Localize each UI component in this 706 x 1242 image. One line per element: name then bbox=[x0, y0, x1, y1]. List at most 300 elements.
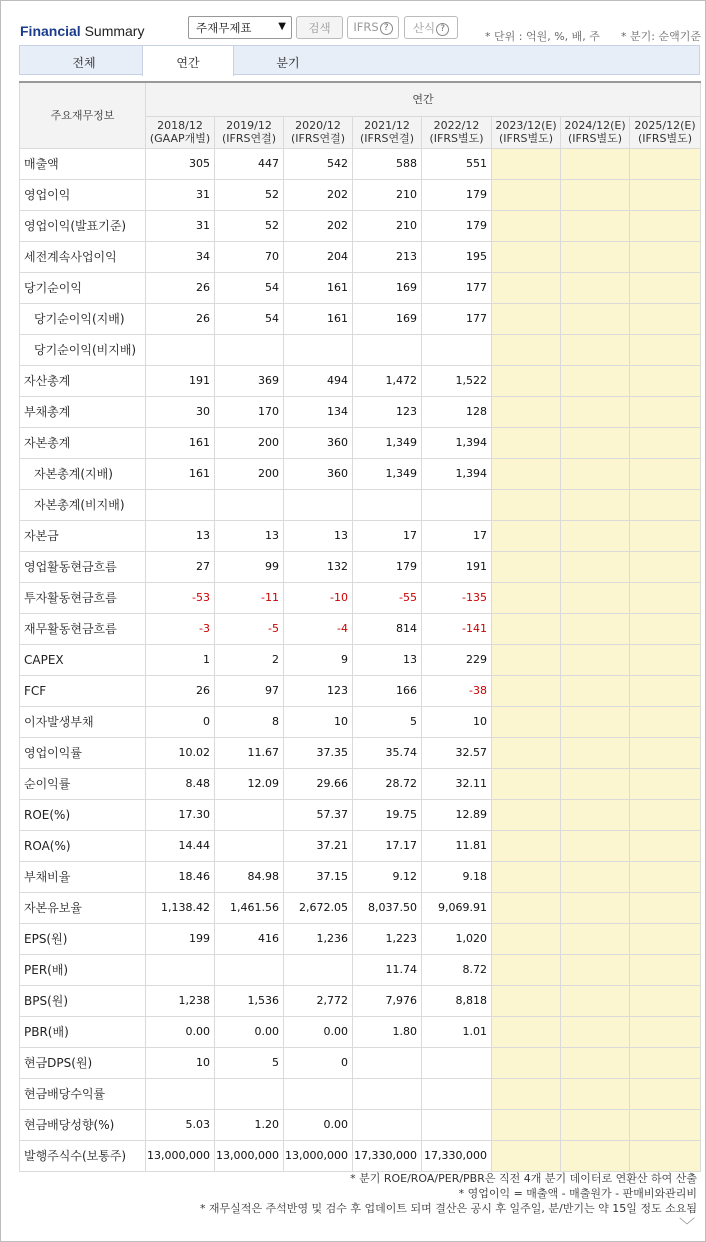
table-row bbox=[20, 303, 701, 334]
table-cell: 17,330,000 bbox=[422, 1140, 492, 1171]
table-cell: 32.57 bbox=[422, 737, 492, 768]
table-cell: -38 bbox=[422, 675, 492, 706]
table-cell: 70 bbox=[215, 241, 284, 272]
table-cell: 9.12 bbox=[353, 861, 422, 892]
estimate-cell bbox=[492, 1140, 561, 1171]
table-cell: 1,349 bbox=[353, 427, 422, 458]
table-cell: 1.20 bbox=[215, 1109, 284, 1140]
tab-quarterly[interactable]: 분기 bbox=[276, 56, 300, 70]
row-label: 자본총계 bbox=[20, 427, 146, 458]
table-cell: 13 bbox=[215, 520, 284, 551]
period-label: 2022/12 bbox=[433, 119, 480, 132]
table-cell: 0 bbox=[284, 1047, 353, 1078]
table-row bbox=[20, 768, 701, 799]
estimate-cell bbox=[561, 923, 630, 954]
table-cell: 8 bbox=[215, 706, 284, 737]
table-cell: 10.02 bbox=[146, 737, 215, 768]
table-cell: 169 bbox=[353, 272, 422, 303]
row-label: 투자활동현금흐름 bbox=[20, 582, 146, 613]
table-row bbox=[20, 489, 701, 520]
table-cell: 123 bbox=[284, 675, 353, 706]
estimate-cell bbox=[630, 706, 701, 737]
table-cell: 161 bbox=[284, 272, 353, 303]
estimate-cell bbox=[630, 737, 701, 768]
table-row bbox=[20, 985, 701, 1016]
estimate-cell bbox=[492, 830, 561, 861]
table-cell: 134 bbox=[284, 396, 353, 427]
row-label: ROE(%) bbox=[20, 799, 146, 830]
table-cell: 17 bbox=[353, 520, 422, 551]
table-cell: 27 bbox=[146, 551, 215, 582]
estimate-cell bbox=[630, 954, 701, 985]
table-cell: 169 bbox=[353, 303, 422, 334]
table-cell: -141 bbox=[422, 613, 492, 644]
estimate-cell bbox=[561, 892, 630, 923]
table-cell: 202 bbox=[284, 210, 353, 241]
table-row bbox=[20, 799, 701, 830]
table-cell: 13 bbox=[284, 520, 353, 551]
period-column-header bbox=[284, 116, 353, 148]
table-row bbox=[20, 427, 701, 458]
estimate-cell bbox=[561, 985, 630, 1016]
row-label: 영업이익(발표기준) bbox=[20, 210, 146, 241]
tab-all[interactable]: 전체 bbox=[72, 56, 96, 70]
row-label: 부채비율 bbox=[20, 861, 146, 892]
basis-label: (IFRS연결) bbox=[290, 132, 346, 145]
estimate-cell bbox=[630, 675, 701, 706]
estimate-cell bbox=[630, 613, 701, 644]
basis-label: (IFRS연결) bbox=[359, 132, 415, 145]
table-row bbox=[20, 396, 701, 427]
estimate-cell bbox=[630, 520, 701, 551]
table-cell: 305 bbox=[146, 148, 215, 179]
table-cell: -55 bbox=[353, 582, 422, 613]
table-cell: 1,236 bbox=[284, 923, 353, 954]
estimate-cell bbox=[630, 1016, 701, 1047]
period-label: 2018/12 bbox=[157, 119, 203, 132]
table-row bbox=[20, 675, 701, 706]
table-cell: -135 bbox=[422, 582, 492, 613]
table-cell: 54 bbox=[215, 272, 284, 303]
table-cell bbox=[422, 1078, 492, 1109]
estimate-cell bbox=[630, 892, 701, 923]
table-cell: 11.74 bbox=[353, 954, 422, 985]
row-label: PER(배) bbox=[20, 954, 146, 985]
table-cell: 179 bbox=[422, 179, 492, 210]
estimate-cell bbox=[630, 210, 701, 241]
row-label: 자본총계(지배) bbox=[20, 458, 146, 489]
chevron-down-icon[interactable]: ﹀ bbox=[679, 1216, 696, 1235]
period-label: 2025/12(E) bbox=[634, 119, 696, 132]
help-icon: ? bbox=[436, 23, 449, 36]
table-row bbox=[20, 861, 701, 892]
estimate-cell bbox=[630, 1109, 701, 1140]
table-cell: 1.01 bbox=[422, 1016, 492, 1047]
table-cell: 14.44 bbox=[146, 830, 215, 861]
table-row bbox=[20, 1016, 701, 1047]
table-row bbox=[20, 923, 701, 954]
estimate-cell bbox=[561, 954, 630, 985]
corner-header: 주요재무정보 bbox=[20, 82, 146, 148]
estimate-cell bbox=[492, 768, 561, 799]
estimate-cell bbox=[561, 551, 630, 582]
table-cell: 97 bbox=[215, 675, 284, 706]
table-row bbox=[20, 458, 701, 489]
estimate-cell bbox=[492, 892, 561, 923]
estimate-cell bbox=[561, 830, 630, 861]
table-cell: 1,223 bbox=[353, 923, 422, 954]
estimate-cell bbox=[561, 272, 630, 303]
table-cell: 18.46 bbox=[146, 861, 215, 892]
row-label: 발행주식수(보통주) bbox=[20, 1140, 146, 1171]
estimate-cell bbox=[492, 148, 561, 179]
row-label: 매출액 bbox=[20, 148, 146, 179]
table-cell bbox=[146, 954, 215, 985]
table-cell: 200 bbox=[215, 427, 284, 458]
estimate-cell bbox=[492, 179, 561, 210]
table-cell: 161 bbox=[284, 303, 353, 334]
period-label: 2020/12 bbox=[295, 119, 341, 132]
table-cell: 37.35 bbox=[284, 737, 353, 768]
estimate-cell bbox=[630, 799, 701, 830]
table-cell: 210 bbox=[353, 210, 422, 241]
period-tabs bbox=[19, 45, 700, 75]
title-brand: Financial bbox=[20, 23, 81, 39]
row-label: 현금배당성향(%) bbox=[20, 1109, 146, 1140]
estimate-cell bbox=[561, 489, 630, 520]
table-cell bbox=[353, 1078, 422, 1109]
table-cell: 229 bbox=[422, 644, 492, 675]
table-cell: 10 bbox=[422, 706, 492, 737]
table-row bbox=[20, 613, 701, 644]
table-cell bbox=[215, 489, 284, 520]
table-cell: 123 bbox=[353, 396, 422, 427]
table-cell: 179 bbox=[353, 551, 422, 582]
table-cell: 542 bbox=[284, 148, 353, 179]
chevron-down-icon: ▼ bbox=[278, 21, 286, 32]
table-cell: 0 bbox=[146, 706, 215, 737]
row-label: 자산총계 bbox=[20, 365, 146, 396]
table-cell: 11.67 bbox=[215, 737, 284, 768]
table-row bbox=[20, 334, 701, 365]
tab-annual[interactable]: 연간 bbox=[142, 46, 234, 76]
table-cell: -3 bbox=[146, 613, 215, 644]
table-row bbox=[20, 520, 701, 551]
table-cell: 191 bbox=[146, 365, 215, 396]
table-cell: 1,461.56 bbox=[215, 892, 284, 923]
table-cell: 32.11 bbox=[422, 768, 492, 799]
search-button[interactable] bbox=[296, 16, 343, 39]
table-cell: 30 bbox=[146, 396, 215, 427]
estimate-cell bbox=[561, 396, 630, 427]
table-row bbox=[20, 210, 701, 241]
estimate-cell bbox=[630, 458, 701, 489]
table-row bbox=[20, 241, 701, 272]
estimate-cell bbox=[492, 799, 561, 830]
row-label: 부채총계 bbox=[20, 396, 146, 427]
table-cell: 13 bbox=[353, 644, 422, 675]
estimate-cell bbox=[630, 985, 701, 1016]
table-cell: 99 bbox=[215, 551, 284, 582]
estimate-cell bbox=[561, 210, 630, 241]
table-cell: 494 bbox=[284, 365, 353, 396]
table-cell: -4 bbox=[284, 613, 353, 644]
table-row bbox=[20, 179, 701, 210]
estimate-cell bbox=[492, 551, 561, 582]
estimate-cell bbox=[561, 1140, 630, 1171]
table-row bbox=[20, 1140, 701, 1171]
estimate-cell bbox=[561, 1016, 630, 1047]
table-cell: 5.03 bbox=[146, 1109, 215, 1140]
row-label: ROA(%) bbox=[20, 830, 146, 861]
estimate-cell bbox=[561, 1047, 630, 1078]
table-cell: 177 bbox=[422, 272, 492, 303]
table-cell bbox=[284, 334, 353, 365]
formula-help-button[interactable] bbox=[404, 16, 458, 39]
table-cell: 369 bbox=[215, 365, 284, 396]
estimate-cell bbox=[492, 489, 561, 520]
estimate-cell bbox=[492, 427, 561, 458]
table-cell: -53 bbox=[146, 582, 215, 613]
formula-button-label: 산식 bbox=[412, 21, 436, 35]
table-cell: 12.09 bbox=[215, 768, 284, 799]
row-label: EPS(원) bbox=[20, 923, 146, 954]
row-label: 영업이익률 bbox=[20, 737, 146, 768]
estimate-cell bbox=[561, 613, 630, 644]
table-cell: 52 bbox=[215, 179, 284, 210]
row-label: 순이익률 bbox=[20, 768, 146, 799]
table-cell bbox=[215, 334, 284, 365]
table-row bbox=[20, 1109, 701, 1140]
table-cell: 1,472 bbox=[353, 365, 422, 396]
row-label: 자본총계(비지배) bbox=[20, 489, 146, 520]
annual-group-header: 연간 bbox=[146, 82, 701, 116]
table-cell: 5 bbox=[215, 1047, 284, 1078]
table-cell: 26 bbox=[146, 303, 215, 334]
estimate-cell bbox=[492, 272, 561, 303]
estimate-cell bbox=[492, 706, 561, 737]
table-cell: 12.89 bbox=[422, 799, 492, 830]
footnote: * 분기 ROE/ROA/PER/PBR은 직전 4개 분기 데이터로 연환산 하여 산출 bbox=[350, 1172, 697, 1185]
basis-label: (IFRS별도) bbox=[498, 132, 554, 145]
table-cell: 7,976 bbox=[353, 985, 422, 1016]
table-cell: 31 bbox=[146, 210, 215, 241]
table-cell bbox=[215, 1078, 284, 1109]
table-cell: 447 bbox=[215, 148, 284, 179]
period-column-header bbox=[630, 116, 701, 148]
table-cell: 57.37 bbox=[284, 799, 353, 830]
estimate-cell bbox=[561, 799, 630, 830]
table-cell: 31 bbox=[146, 179, 215, 210]
table-cell: 54 bbox=[215, 303, 284, 334]
period-label: 2019/12 bbox=[226, 119, 272, 132]
row-label: 현금배당수익률 bbox=[20, 1078, 146, 1109]
estimate-cell bbox=[630, 923, 701, 954]
estimate-cell bbox=[561, 303, 630, 334]
estimate-cell bbox=[492, 458, 561, 489]
table-row bbox=[20, 706, 701, 737]
estimate-cell bbox=[561, 644, 630, 675]
estimate-cell bbox=[561, 148, 630, 179]
table-cell: 0.00 bbox=[146, 1016, 215, 1047]
estimate-cell bbox=[492, 613, 561, 644]
table-cell bbox=[146, 1078, 215, 1109]
table-cell bbox=[284, 1078, 353, 1109]
table-cell: 0.00 bbox=[284, 1109, 353, 1140]
estimate-cell bbox=[561, 582, 630, 613]
table-cell: 28.72 bbox=[353, 768, 422, 799]
period-column-header bbox=[492, 116, 561, 148]
table-cell: 814 bbox=[353, 613, 422, 644]
quarter-basis-note: * 분기: 순액기준 bbox=[621, 30, 701, 43]
table-cell: 8.48 bbox=[146, 768, 215, 799]
estimate-cell bbox=[630, 582, 701, 613]
estimate-cell bbox=[561, 241, 630, 272]
estimate-cell bbox=[492, 1109, 561, 1140]
table-row bbox=[20, 954, 701, 985]
table-row bbox=[20, 272, 701, 303]
table-cell: 17.30 bbox=[146, 799, 215, 830]
row-label: 당기순이익 bbox=[20, 272, 146, 303]
estimate-cell bbox=[492, 1016, 561, 1047]
estimate-cell bbox=[630, 427, 701, 458]
table-cell: 26 bbox=[146, 675, 215, 706]
basis-label: (IFRS연결) bbox=[221, 132, 277, 145]
estimate-cell bbox=[630, 830, 701, 861]
row-label: 재무활동현금흐름 bbox=[20, 613, 146, 644]
table-cell: 10 bbox=[284, 706, 353, 737]
table-cell: 17.17 bbox=[353, 830, 422, 861]
period-label: 2023/12(E) bbox=[495, 119, 557, 132]
table-cell bbox=[146, 334, 215, 365]
row-label: PBR(배) bbox=[20, 1016, 146, 1047]
table-cell bbox=[422, 334, 492, 365]
estimate-cell bbox=[561, 427, 630, 458]
table-cell: 1,349 bbox=[353, 458, 422, 489]
row-label: 당기순이익(지배) bbox=[20, 303, 146, 334]
row-label: 당기순이익(비지배) bbox=[20, 334, 146, 365]
estimate-cell bbox=[630, 396, 701, 427]
estimate-cell bbox=[492, 334, 561, 365]
table-cell bbox=[353, 1109, 422, 1140]
row-label: CAPEX bbox=[20, 644, 146, 675]
table-cell: 360 bbox=[284, 458, 353, 489]
table-cell: 5 bbox=[353, 706, 422, 737]
table-cell: 1 bbox=[146, 644, 215, 675]
row-label: 세전계속사업이익 bbox=[20, 241, 146, 272]
basis-label: (IFRS별도) bbox=[429, 132, 484, 145]
table-cell: 161 bbox=[146, 427, 215, 458]
basis-label: (IFRS별도) bbox=[637, 132, 693, 145]
table-cell: 199 bbox=[146, 923, 215, 954]
table-cell: 9.18 bbox=[422, 861, 492, 892]
table-cell: 17,330,000 bbox=[353, 1140, 422, 1171]
table-cell: 177 bbox=[422, 303, 492, 334]
table-cell: 0.00 bbox=[284, 1016, 353, 1047]
table-cell: 35.74 bbox=[353, 737, 422, 768]
title-rest: Summary bbox=[80, 23, 145, 39]
table-cell: 200 bbox=[215, 458, 284, 489]
row-label: FCF bbox=[20, 675, 146, 706]
table-cell: 1,138.42 bbox=[146, 892, 215, 923]
table-cell: 210 bbox=[353, 179, 422, 210]
estimate-cell bbox=[561, 179, 630, 210]
period-label: 2024/12(E) bbox=[564, 119, 626, 132]
table-cell: 551 bbox=[422, 148, 492, 179]
estimate-cell bbox=[492, 923, 561, 954]
table-cell: 213 bbox=[353, 241, 422, 272]
table-cell: 128 bbox=[422, 396, 492, 427]
estimate-cell bbox=[630, 365, 701, 396]
row-label: 이자발생부채 bbox=[20, 706, 146, 737]
table-cell bbox=[353, 1047, 422, 1078]
footnotes bbox=[137, 1171, 697, 1216]
period-column-header bbox=[146, 116, 215, 148]
estimate-cell bbox=[630, 334, 701, 365]
table-cell: 1.80 bbox=[353, 1016, 422, 1047]
estimate-cell bbox=[492, 985, 561, 1016]
estimate-cell bbox=[561, 861, 630, 892]
statement-type-select[interactable] bbox=[188, 16, 292, 39]
estimate-cell bbox=[630, 1047, 701, 1078]
estimate-cell bbox=[630, 1078, 701, 1109]
table-cell: 360 bbox=[284, 427, 353, 458]
header-bar bbox=[1, 1, 706, 45]
estimate-cell bbox=[492, 210, 561, 241]
basis-label: (IFRS별도) bbox=[567, 132, 623, 145]
table-cell: 191 bbox=[422, 551, 492, 582]
period-label: 2021/12 bbox=[364, 119, 410, 132]
table-cell: 204 bbox=[284, 241, 353, 272]
table-cell: 29.66 bbox=[284, 768, 353, 799]
table-cell bbox=[422, 1047, 492, 1078]
period-column-header bbox=[561, 116, 630, 148]
estimate-cell bbox=[561, 675, 630, 706]
row-label: 자본유보율 bbox=[20, 892, 146, 923]
estimate-cell bbox=[630, 272, 701, 303]
estimate-cell bbox=[630, 861, 701, 892]
row-label: BPS(원) bbox=[20, 985, 146, 1016]
table-row bbox=[20, 551, 701, 582]
table-cell bbox=[284, 954, 353, 985]
table-cell: 19.75 bbox=[353, 799, 422, 830]
estimate-cell bbox=[561, 520, 630, 551]
table-cell: 195 bbox=[422, 241, 492, 272]
table-cell: 1,522 bbox=[422, 365, 492, 396]
estimate-cell bbox=[561, 1078, 630, 1109]
footnote: * 재무실적은 주석반영 및 검수 후 업데이트 되며 결산은 공시 후 일주일, 분/반기는 약 15일 정도 소요됨 bbox=[199, 1202, 697, 1215]
estimate-cell bbox=[492, 644, 561, 675]
estimate-cell bbox=[561, 1109, 630, 1140]
table-cell: 1,394 bbox=[422, 427, 492, 458]
table-cell: 2,672.05 bbox=[284, 892, 353, 923]
estimate-cell bbox=[492, 365, 561, 396]
table-row bbox=[20, 1078, 701, 1109]
unit-note: * 단위 : 억원, %, 배, 주 bbox=[485, 30, 600, 43]
table-cell: 2 bbox=[215, 644, 284, 675]
estimate-cell bbox=[492, 1078, 561, 1109]
table-cell: 13,000,000 bbox=[146, 1140, 215, 1171]
table-cell: 132 bbox=[284, 551, 353, 582]
table-cell: 166 bbox=[353, 675, 422, 706]
table-row bbox=[20, 737, 701, 768]
search-button-label: 검색 bbox=[308, 21, 331, 35]
table-cell bbox=[353, 334, 422, 365]
estimate-cell bbox=[630, 489, 701, 520]
ifrs-help-button[interactable] bbox=[347, 16, 399, 39]
estimate-cell bbox=[492, 675, 561, 706]
basis-label: (GAAP개별) bbox=[149, 132, 211, 145]
